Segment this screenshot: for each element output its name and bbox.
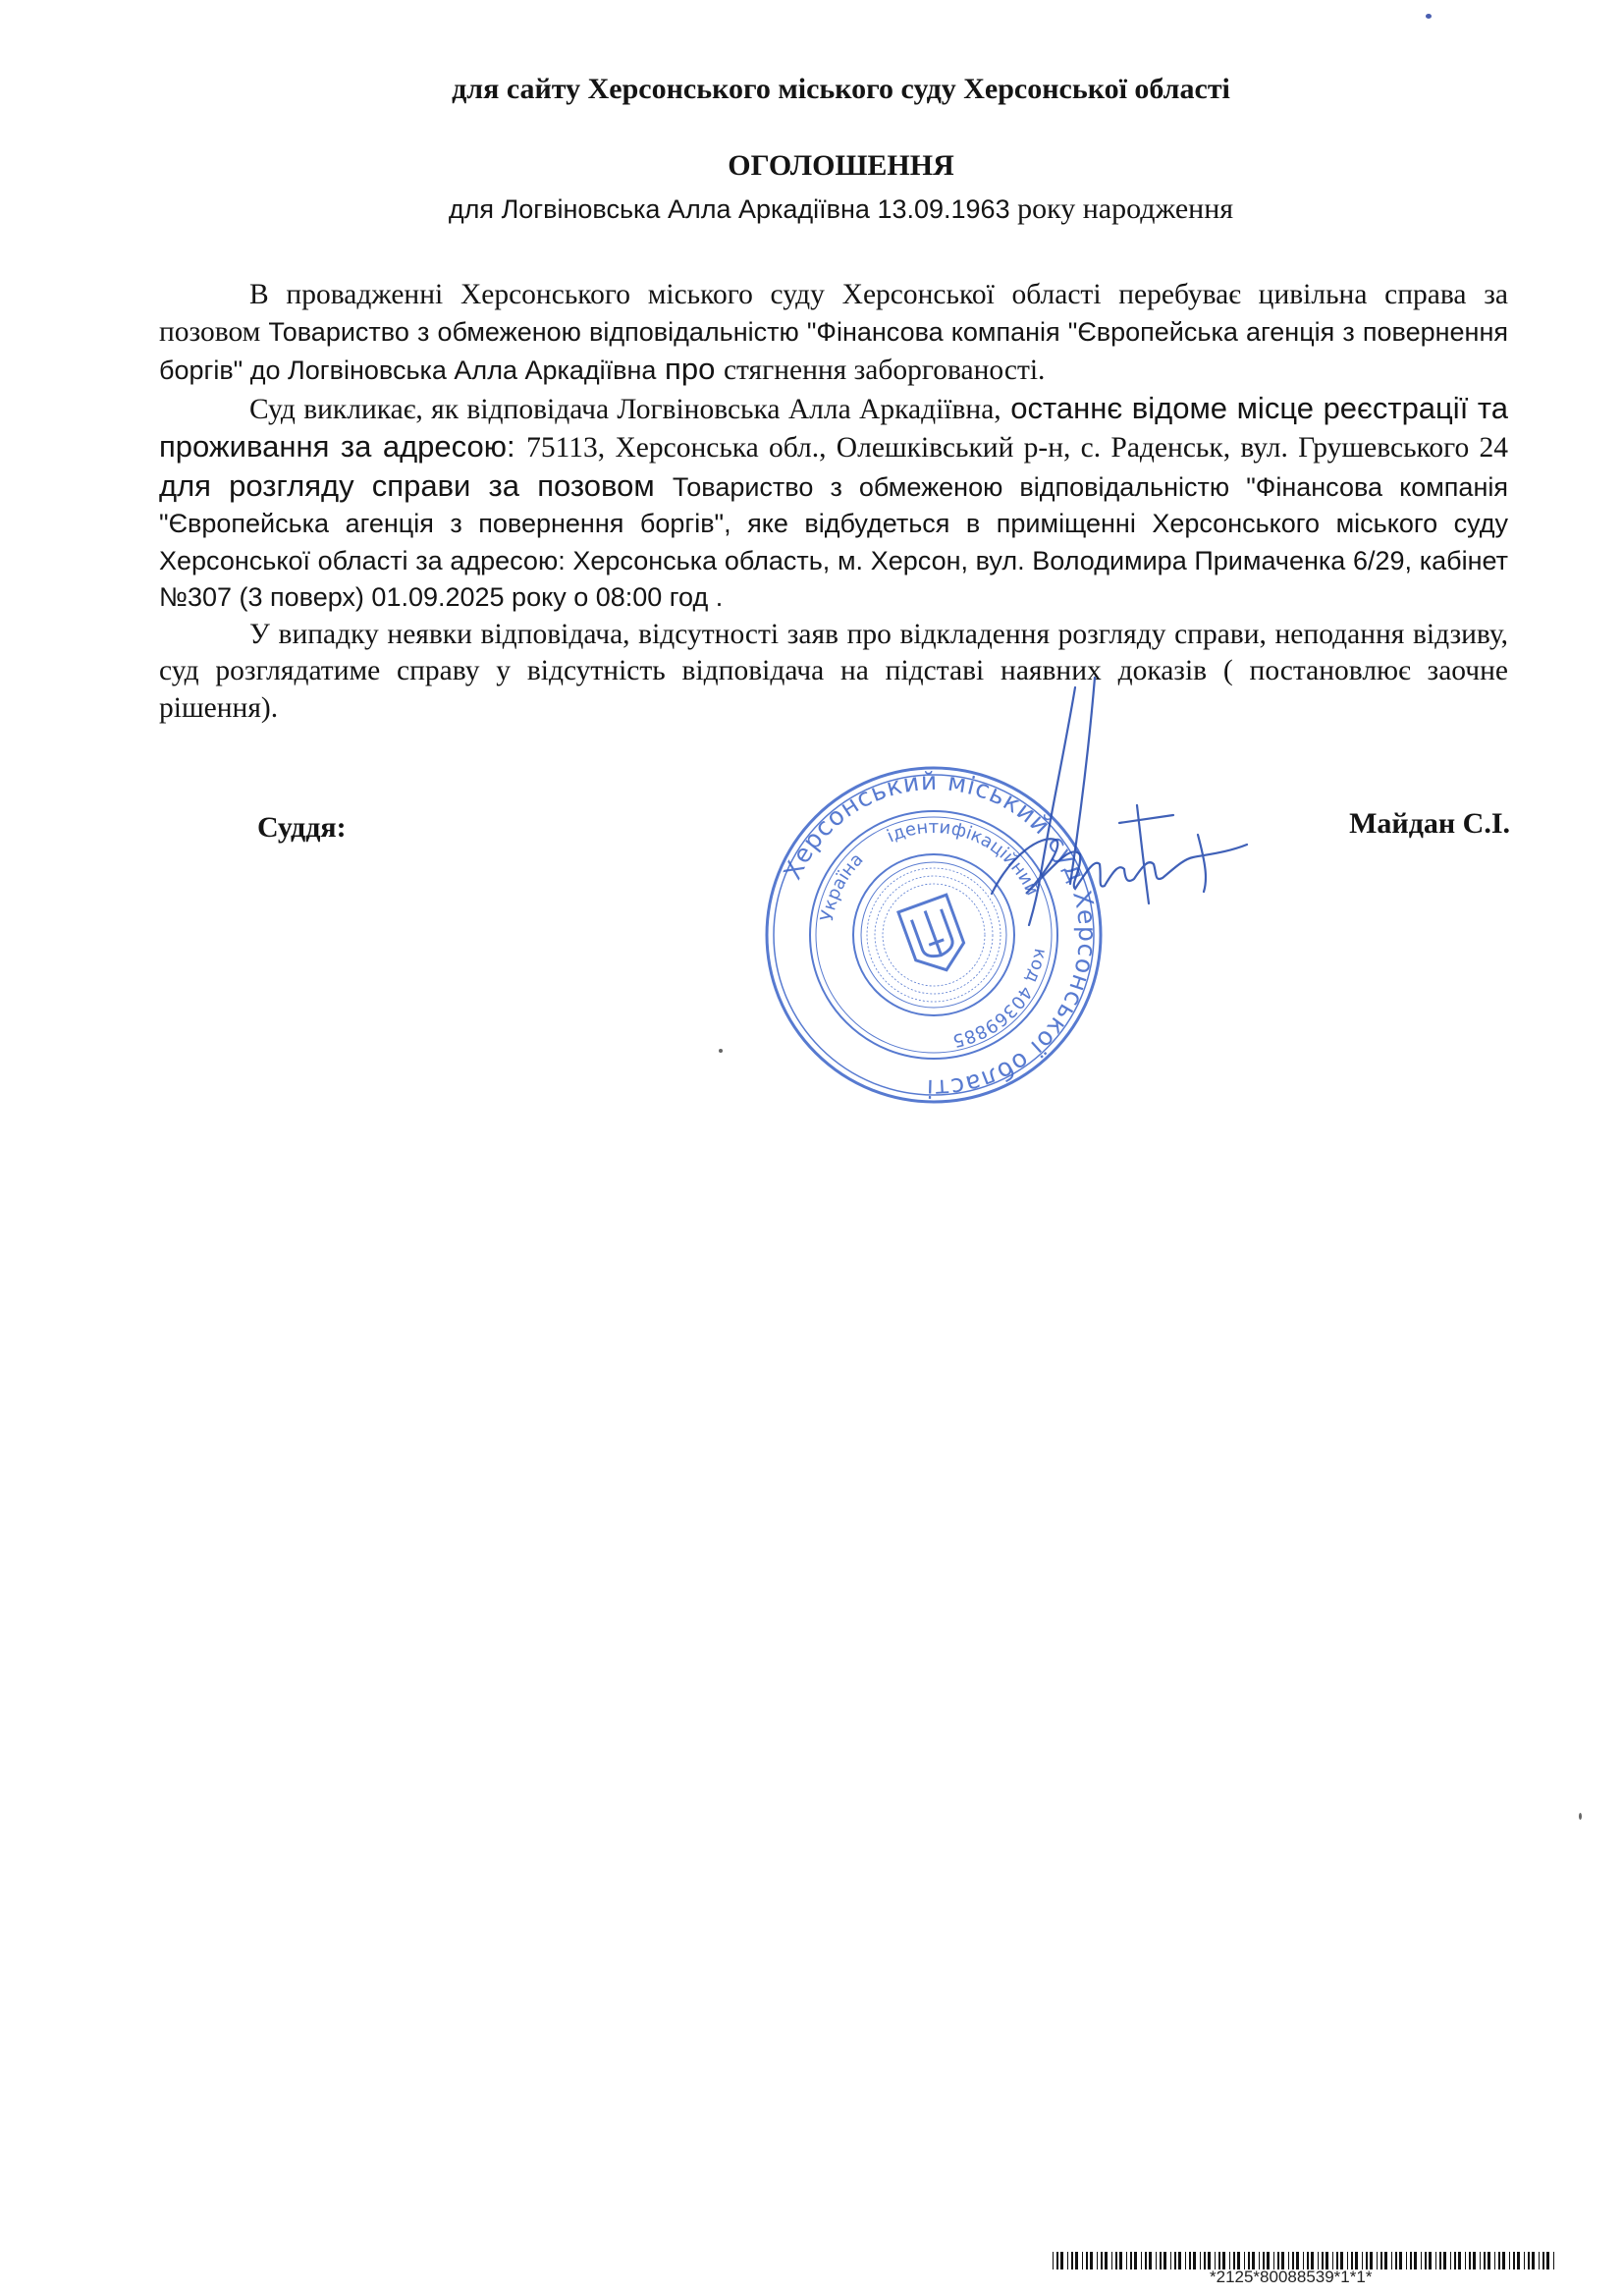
barcode-bar bbox=[1421, 2252, 1422, 2269]
barcode-bar bbox=[1119, 2252, 1122, 2269]
barcode-bar bbox=[1410, 2252, 1412, 2269]
paragraph-summons bbox=[159, 390, 1508, 617]
barcode-bar bbox=[1174, 2252, 1176, 2269]
p2-d: для розгляду справи за позовом bbox=[159, 467, 673, 503]
barcode-bar bbox=[1160, 2252, 1162, 2269]
barcode-bar bbox=[1082, 2252, 1083, 2269]
barcode-bar bbox=[1469, 2252, 1471, 2269]
judge-label: Суддя: bbox=[257, 811, 347, 844]
barcode-bar bbox=[1465, 2252, 1466, 2269]
barcode-bar bbox=[1480, 2252, 1481, 2269]
paragraph-consequences: У випадку неявки відповідача, відсутності заяв про відкладення розгляду справи, неподання відзиву, суд розглядатиме справу у відсутність відповідача на підставі наявних доказів ( постановлює заочне рішення). bbox=[159, 618, 1508, 724]
barcode-bar bbox=[1075, 2252, 1078, 2269]
p1-main: В провадженні Херсонського міського суду Херсонської області перебуває цивільна справа за позовом bbox=[159, 279, 1508, 348]
barcode-bar bbox=[1528, 2252, 1530, 2269]
barcode-bar bbox=[1189, 2252, 1191, 2269]
p2-b: останнє відоме місце реєстрації та проживання за адресою: bbox=[159, 390, 1508, 464]
barcode-bar bbox=[1126, 2252, 1127, 2269]
barcode-bar bbox=[1395, 2252, 1397, 2269]
barcode-bar bbox=[1067, 2252, 1068, 2269]
barcode-bar bbox=[1539, 2252, 1540, 2269]
barcode-bar bbox=[1111, 2252, 1112, 2269]
barcode-bar bbox=[1524, 2252, 1525, 2269]
scan-speck bbox=[1426, 14, 1432, 19]
barcode-bar bbox=[1071, 2252, 1073, 2269]
barcode-bar bbox=[1553, 2252, 1554, 2269]
barcode-bar bbox=[1435, 2252, 1436, 2269]
barcode-bar bbox=[1115, 2252, 1117, 2269]
barcode-bar bbox=[1060, 2252, 1063, 2269]
barcode-bar bbox=[1097, 2252, 1098, 2269]
barcode-bar bbox=[1473, 2252, 1476, 2269]
p2-c: 75113, Херсонська обл., Олешківський р-н, с. Раденськ, вул. Грушевського 24 bbox=[526, 432, 1509, 464]
barcode-bar bbox=[1377, 2252, 1378, 2269]
barcode-bar bbox=[1056, 2252, 1058, 2269]
barcode-bar bbox=[1509, 2252, 1510, 2269]
subtitle-name-date: Логвіновська Алла Аркадіївна 13.09.1963 bbox=[501, 194, 1010, 224]
barcode-bar bbox=[1513, 2252, 1515, 2269]
barcode-bar bbox=[1546, 2252, 1549, 2269]
barcode-bar bbox=[1425, 2252, 1427, 2269]
barcode-bar bbox=[1488, 2252, 1490, 2269]
judge-signature bbox=[972, 668, 1276, 962]
barcode-bar bbox=[1090, 2252, 1093, 2269]
barcode-bar bbox=[1502, 2252, 1505, 2269]
barcode-bar bbox=[1053, 2252, 1054, 2269]
announcement-title: ОГОЛОШЕННЯ bbox=[728, 149, 954, 182]
barcode-bar bbox=[1414, 2252, 1417, 2269]
p1-end: стягнення заборгованості. bbox=[723, 355, 1046, 386]
barcode-bar bbox=[1517, 2252, 1520, 2269]
barcode-bar bbox=[1384, 2252, 1387, 2269]
judge-name: Майдан С.І. bbox=[1349, 807, 1510, 840]
barcode-bar bbox=[1170, 2252, 1171, 2269]
barcode-bar bbox=[1185, 2252, 1186, 2269]
p2-a: Суд викликає, як відповідача Логвіновська Алла Аркадіївна, bbox=[249, 393, 1001, 425]
barcode-bar bbox=[1443, 2252, 1446, 2269]
seal-inner-text-2: ідентифікаційний bbox=[884, 816, 1044, 900]
barcode-bar bbox=[1484, 2252, 1486, 2269]
barcode-bar bbox=[1141, 2252, 1142, 2269]
barcode-bar bbox=[1494, 2252, 1495, 2269]
barcode-bar bbox=[1498, 2252, 1500, 2269]
announcement-body bbox=[159, 277, 1508, 727]
scan-speck bbox=[1579, 1813, 1582, 1820]
barcode-bar bbox=[1178, 2252, 1181, 2269]
subtitle-prefix: для bbox=[448, 194, 502, 224]
barcode-bar bbox=[1454, 2252, 1456, 2269]
barcode-bar bbox=[1406, 2252, 1407, 2269]
barcode-bar bbox=[1542, 2252, 1544, 2269]
barcode-bar bbox=[1532, 2252, 1535, 2269]
p1-pro: про bbox=[656, 352, 724, 386]
seal-outer-text: Херсонський міський суд Херсонської області bbox=[778, 766, 1103, 1104]
p2-e: Товариство з обмеженою відповідальністю "Фінансова компанія "Європейська агенція з повернення боргів", яке відбудеться в приміщенні Херсонського міського суду Херсонської області за адресою: Херсонська область, м. Херсон, вул. Володимира Примаченка 6/29, кабінет №307 (3 поверх) 01.09.2025 року о 08:00 год . bbox=[159, 471, 1508, 612]
barcode-bar bbox=[1134, 2252, 1137, 2269]
seal-inner-text-3: код 40369885 bbox=[950, 947, 1052, 1052]
barcode-bar bbox=[1399, 2252, 1402, 2269]
barcode-bar bbox=[1439, 2252, 1441, 2269]
barcode-bar bbox=[1086, 2252, 1088, 2269]
paragraph-case bbox=[159, 277, 1508, 390]
subtitle-suffix: року народження bbox=[1009, 192, 1234, 225]
scan-speck bbox=[719, 1049, 723, 1053]
barcode-bar bbox=[1149, 2252, 1152, 2269]
barcode-bar bbox=[1145, 2252, 1147, 2269]
announcement-subtitle bbox=[0, 192, 1623, 226]
barcode-bar bbox=[1380, 2252, 1382, 2269]
barcode-number: *2125*80088539*1*1* bbox=[1210, 2268, 1373, 2286]
p1-plaintiff: Товариство з обмеженою відповідальністю "Фінансова компанія "Європейська агенція з повернення боргів" до Логвіновська Алла Аркадіївна bbox=[159, 316, 1508, 385]
barcode-bar bbox=[1101, 2252, 1103, 2269]
barcode-bar bbox=[1204, 2252, 1206, 2269]
seal-inner-text-1: Україна bbox=[816, 848, 868, 923]
barcode-bar bbox=[1105, 2252, 1108, 2269]
barcode-bar bbox=[1458, 2252, 1461, 2269]
barcode-bar bbox=[1130, 2252, 1132, 2269]
barcode-bar bbox=[1156, 2252, 1157, 2269]
barcode-bar bbox=[1163, 2252, 1166, 2269]
barcode-bar bbox=[1450, 2252, 1451, 2269]
barcode-bar bbox=[1193, 2252, 1196, 2269]
barcode-bar bbox=[1391, 2252, 1392, 2269]
trident-emblem-icon bbox=[898, 895, 970, 978]
barcode-bar bbox=[1200, 2252, 1201, 2269]
site-header-line: для сайту Херсонського міського суду Херсонської області bbox=[452, 73, 1230, 105]
barcode-bar bbox=[1429, 2252, 1432, 2269]
